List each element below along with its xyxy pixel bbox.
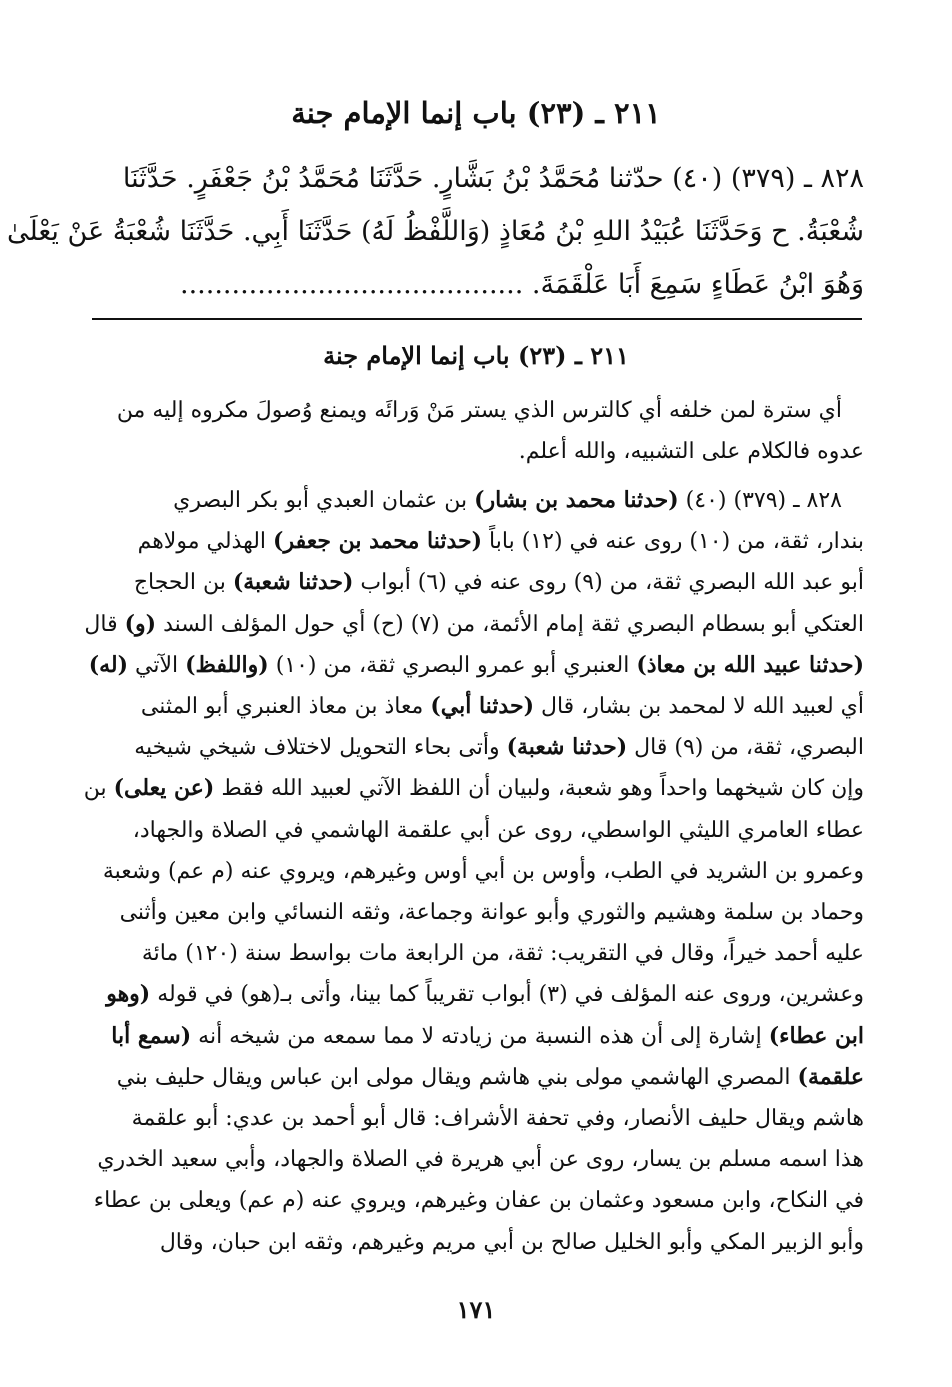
narrator-quote: (وهو <box>106 981 151 1008</box>
commentary-intro <box>88 390 864 472</box>
commentary-line <box>88 933 864 974</box>
commentary-line <box>88 1098 864 1139</box>
narrator-quote: (حدثنا عبيد الله بن معاذ) <box>636 651 864 678</box>
hadith-line: وَهُوَ ابْنُ عَطَاءٍ سَمِعَ أَبَا عَلْقَمَةَ. ........................................ <box>180 269 864 300</box>
commentary-line <box>88 1057 864 1098</box>
hadith-text-block <box>6 152 864 311</box>
commentary-line <box>88 810 864 851</box>
commentary-text: وعمرو بن الشريد في الطب، وأوس بن أبي أوس وغيرهم، ويروي عنه (م عم) وشعبة <box>102 858 864 884</box>
commentary-text: إشارة إلى أن هذه النسبة من زيادته لا مما سمعه من شيخه أنه <box>191 1023 769 1049</box>
commentary-text: بندار، ثقة، من (١٠) روى عنه في (١٢) باباً <box>482 529 864 555</box>
commentary-text: المصري الهاشمي مولى بني هاشم ويقال مولى ابن عباس ويقال حليف بني <box>116 1064 798 1090</box>
commentary-line <box>88 727 864 768</box>
hadith-line: شُعْبَةُ. ح وَحَدَّثَنَا عُبَيْدُ اللهِ بْنُ مُعَاذٍ (وَاللَّفْظُ لَهُ) حَدَّثَنَا أَبِي. حَدَّثَنَا شُعْبَةُ عَنْ يَعْلَىٰ <box>6 216 864 247</box>
commentary-text: عطاء العامري الليثي الواسطي، روى عن أبي علقمة الهاشمي في الصلاة والجهاد، <box>132 817 864 843</box>
commentary-text: وأبو الزبير المكي وأبو الخليل صالح بن أبي مريم وغيرهم، وثقه ابن حبان، وقال <box>159 1229 864 1255</box>
commentary-text: الهذلي مولاهم <box>137 529 274 555</box>
narrator-quote: (له) <box>88 651 129 678</box>
commentary-line <box>88 1139 864 1180</box>
commentary-heading: ٢١١ ـ (٢٣) باب إنما الإمام جنة <box>323 341 629 370</box>
commentary-text: أي لعبيد الله لا لمحمد بن بشار، قال <box>534 694 864 720</box>
page-number: ١٧١ <box>456 1295 496 1324</box>
commentary-text: هذا اسمه مسلم بن يسار، روى عن أبي هريرة في الصلاة والجهاد، وأبي سعيد الخدري <box>97 1147 864 1173</box>
commentary-line <box>83 768 864 809</box>
commentary-text: بن <box>83 776 114 802</box>
commentary-line <box>88 562 864 603</box>
commentary-line <box>88 1222 864 1263</box>
narrator-quote: (حدثنا محمد بن جعفر) <box>273 528 483 555</box>
narrator-quote: علقمة) <box>797 1063 864 1090</box>
narrator-quote: (حدثنا شعبة) <box>232 569 354 596</box>
narrator-quote: (سمع أبا <box>111 1022 192 1049</box>
narrator-quote: (عن يعلى) <box>113 775 215 802</box>
commentary-line <box>88 974 864 1015</box>
chapter-heading: ٢١١ ـ (٢٣) باب إنما الإمام جنة <box>291 96 661 130</box>
commentary-text: في النكاح، وابن مسعود وعثمان بن عفان وغيرهم، ويروي عنه (م عم) ويعلى بن عطاء <box>93 1188 864 1214</box>
commentary-text: وحماد بن سلمة وهشيم والثوري وأبو عوانة وجماعة، وثقه النسائي وابن معين وأثنى <box>119 900 864 926</box>
section-divider <box>92 318 862 320</box>
commentary-text: ٨٢٨ ـ (٣٧٩) (٤٠) <box>678 488 842 513</box>
commentary-text: البصري، ثقة، من (٩) قال <box>627 735 864 761</box>
commentary-line <box>88 686 864 727</box>
narrator-quote: (واللفظ) <box>185 651 269 678</box>
commentary-text: عليه أحمد خيراً، وقال في التقريب: ثقة، من الرابعة مات بواسط سنة (١٢٠) مائة <box>141 941 864 967</box>
narrator-quote: ابن عطاء) <box>768 1022 864 1049</box>
commentary-text: أبو عبد الله البصري ثقة، من (٩) روى عنه في (٦) أبواب <box>353 570 864 596</box>
commentary-intro-line: عدوه فالكلام على التشبيه، والله أعلم. <box>518 439 864 464</box>
commentary-line <box>88 892 864 933</box>
commentary-line <box>88 1016 864 1057</box>
commentary-line <box>88 521 864 562</box>
commentary-text: الآتي <box>128 652 186 678</box>
commentary-text: معاذ بن معاذ العنبري أبو المثنى <box>140 694 431 720</box>
commentary-text: العتكي أبو بسطام البصري ثقة إمام الأئمة، من (٧) (ح) أي حول المؤلف السند <box>156 611 864 637</box>
commentary-text: هاشم ويقال حليف الأنصار، وفي تحفة الأشراف: قال أبو أحمد بن عدي: أبو علقمة <box>131 1106 864 1132</box>
commentary-text: وأتى بحاء التحويل لاختلاف شيخي شيخيه <box>134 735 507 761</box>
commentary-text: قال <box>84 611 125 637</box>
commentary-text: وعشرين، وروى عنه المؤلف في (٣) أبواب تقريباً كما بينا، وأتى بـ(هو) في قوله <box>150 982 864 1008</box>
commentary-body <box>83 480 864 1263</box>
commentary-text: العنبري أبو عمرو البصري ثقة، من (١٠) <box>268 652 637 678</box>
narrator-quote: (حدثنا محمد بن بشار) <box>474 487 679 513</box>
commentary-line <box>84 604 864 645</box>
commentary-line <box>88 480 864 521</box>
commentary-text: بن عثمان العبدي أبو بكر البصري <box>173 488 475 513</box>
commentary-intro-line: أي سترة لمن خلفه أي كالترس الذي يستر مَنْ وَرائَه ويمنع وُصولَ مكروه إليه من <box>116 398 842 423</box>
commentary-line <box>88 851 864 892</box>
hadith-line: ٨٢٨ ـ (٣٧٩) (٤٠) حدّثنا مُحَمَّدُ بْنُ بَشَّارٍ. حَدَّثَنَا مُحَمَّدُ بْنُ جَعْفَرٍ. حَدَّثَنَا <box>122 163 864 194</box>
narrator-quote: (حدثنا شعبة) <box>506 734 628 761</box>
commentary-text: وإن كان شيخهما واحداً وهو شعبة، ولبيان أن اللفظ الآتي لعبيد الله فقط <box>214 776 864 802</box>
narrator-quote: (حدثنا أبي) <box>430 693 534 720</box>
commentary-line <box>88 1180 864 1221</box>
narrator-quote: (و) <box>124 610 157 637</box>
commentary-text: بن الحجاج <box>133 570 233 596</box>
commentary-line <box>88 645 864 686</box>
